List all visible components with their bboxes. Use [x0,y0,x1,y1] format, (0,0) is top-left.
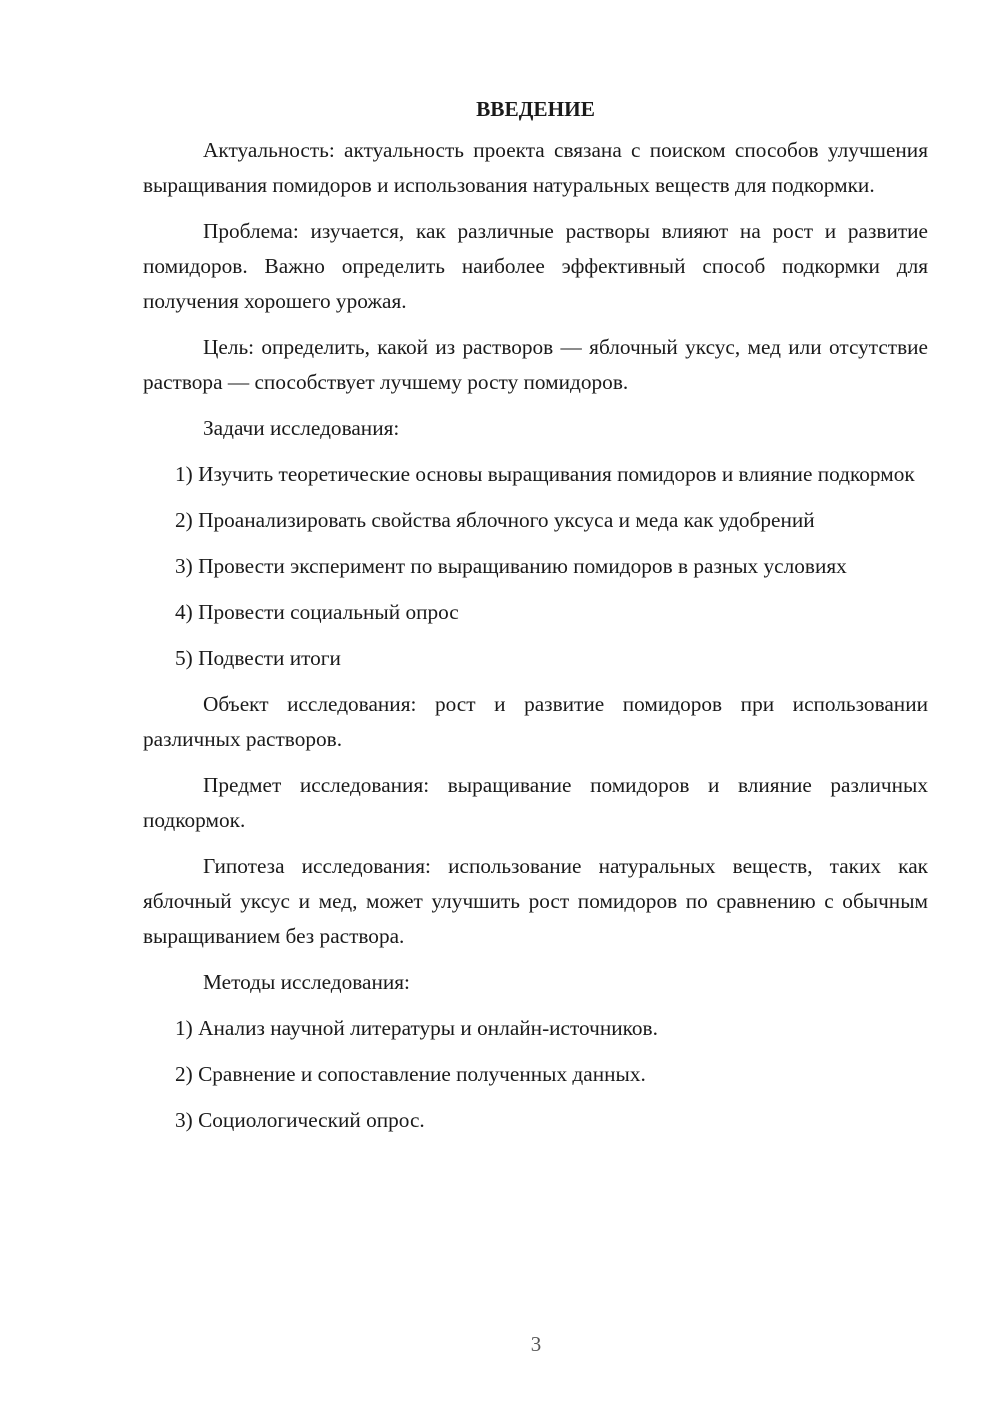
object-paragraph: Объект исследования: рост и развитие помидоров при использовании различных растворов. [143,692,928,751]
problem-paragraph: Проблема: изучается, как различные растворы влияют на рост и развитие помидоров. Важно определить наиболее эффективный способ подкормки для получения хорошего урожая. [143,219,928,313]
method-item: 1) Анализ научной литературы и онлайн-источников. [175,1016,658,1040]
task-item: 2) Проанализировать свойства яблочного уксуса и меда как удобрений [175,508,815,532]
subject-paragraph: Предмет исследования: выращивание помидоров и влияние различных подкормок. [143,773,928,832]
tasks-heading: Задачи исследования: [203,416,400,440]
page-number: 3 [530,1332,542,1356]
method-item: 2) Сравнение и сопоставление полученных данных. [175,1062,646,1086]
section-title: ВВЕДЕНИЕ [476,97,595,121]
methods-heading: Методы исследования: [203,970,410,994]
relevance-paragraph: Актуальность: актуальность проекта связана с поиском способов улучшения выращивания помидоров и использования натуральных веществ для подкормки. [143,138,928,197]
task-item: 1) Изучить теоретические основы выращивания помидоров и влияние подкормок [175,462,915,486]
document-body [143,92,928,1149]
hypothesis-paragraph: Гипотеза исследования: использование натуральных веществ, таких как яблочный уксус и мед, может улучшить рост помидоров по сравнению с обычным выращиванием без раствора. [143,854,928,948]
task-item: 3) Провести эксперимент по выращиванию помидоров в разных условиях [175,554,847,578]
method-item: 3) Социологический опрос. [175,1108,425,1132]
goal-paragraph: Цель: определить, какой из растворов — яблочный уксус, мед или отсутствие раствора — способствует лучшему росту помидоров. [143,335,928,394]
task-item: 5) Подвести итоги [175,646,341,670]
task-item: 4) Провести социальный опрос [175,600,459,624]
